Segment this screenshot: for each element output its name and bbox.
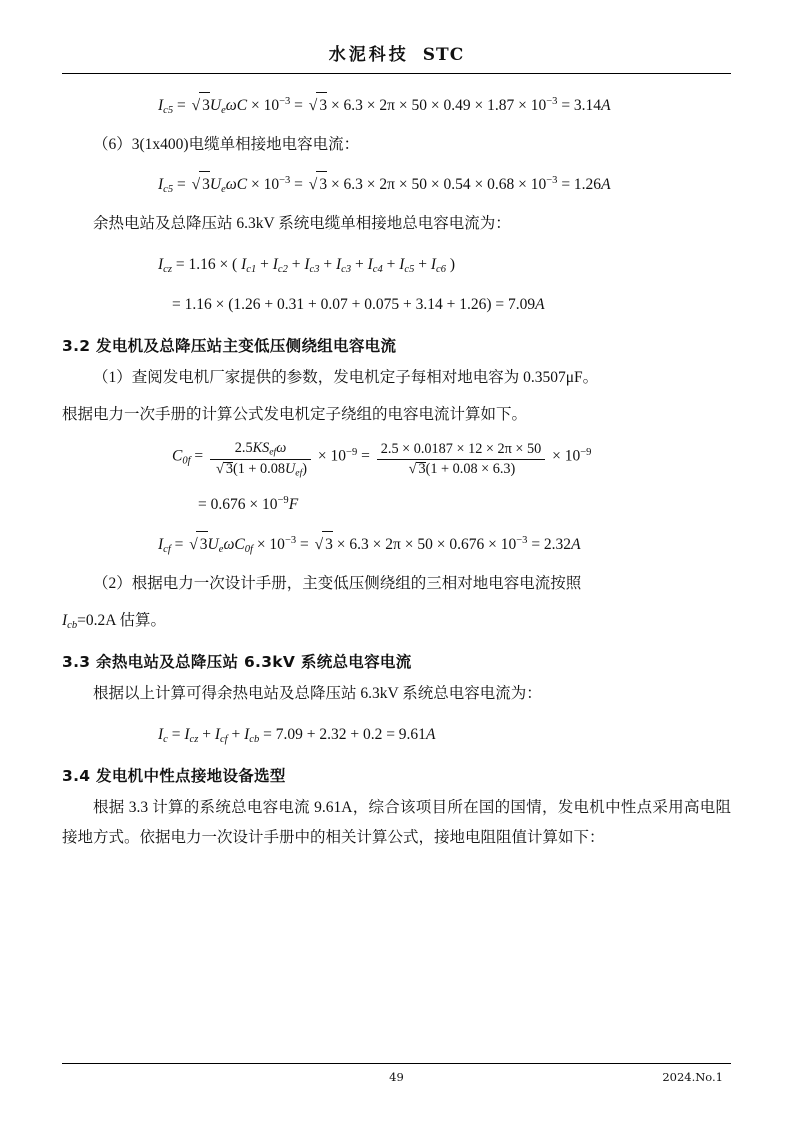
equation-icf: $I_{cf}$ = √ $3U_e\omega C_{0f} \times 10^{-3}$ = √ $3 \times 6.3 \times 2\pi \times 50 \times 0.676 \times 10^{-3} = 2.32A$ [62,529,731,560]
header-rule [62,73,731,74]
equation-c0f: $C_{0f}$ = $\frac{2.5KS_{ef}\omega}{√ 3(1 + 0.08U_{ef})}$ × $10^{-9}$ = $\frac{2.5 \times 0.0187 \times 12 \times 2\pi \times 50}{√ 3(1 + 0.08 \times 6.3)}$ × $10^{-9}$ [172,439,592,479]
footer-row [62,1070,731,1088]
journal-title-en: STC [422,45,465,65]
paragraph-3-2-2: （2）根据电力一次设计手册，主变低压侧绕组的三相对地电容电流按照 [93,574,582,592]
equation-ic-total: $I_c = I_{cz} + I_{cf} + I_{cb} = 7.09 + 2.32 + 0.2 = 9.61A$ [158,725,436,745]
equation-icz-sum: $I_{cz} = 1.16$ × ( $I_{c1} + I_{c2} + I_{c3} + I_{c3} + I_{c4} + I_{c5} + I_{c6}$ ) [158,255,456,275]
heading-3-4: 3.4 发电机中性点接地设备选型 [62,766,286,785]
equation-icz-value: = 1.16 × (1.26 + 0.31 + 0.07 + 0.075 + 3.14 + 1.26) = 7.09A [172,295,545,313]
page-content [62,40,731,860]
equation-c0f-result: = $0.676 \times 10^{-9}F$ [198,494,299,513]
page-number: 49 [389,1070,404,1084]
paragraph-3-2-2b [62,606,731,637]
heading-3-2: 3.2 发电机及总降压站主变低压侧绕组电容电流 [62,336,397,355]
paragraph-3-3: 根据以上计算可得余热电站及总降压站 6.3kV 系统总电容电流为： [93,685,542,703]
paragraph-3-4: 根据 3.3 计算的系统总电容电流 9.61A，综合该项目所在国的国情，发电机中性点采用高电阻接地方式。依据电力一次设计手册中的相关计算公式，接地电阻阻值计算如下： [62,798,731,846]
symbol-icb: $I_{cb}$ [62,611,78,631]
paragraph-item6: （6）3(1x400)电缆单相接地电容电流： [93,136,360,154]
running-header [62,40,731,73]
heading-3-3: 3.3 余热电站及总降压站 6.3kV 系统总电容电流 [62,653,412,672]
paragraph-total-cable-current: 余热电站及总降压站 6.3kV 系统电缆单相接地总电容电流为： [93,215,511,233]
page-footer [62,1063,731,1088]
issue-label: 2024.No.1 [662,1070,723,1084]
equation-ic5-a: $I_{c5}$ = √ $3U_e\omega C \times 10^{-3}$ = √ $3 \times 6.3 \times 2\pi \times 50 \times 0.49 \times 1.87 \times 10^{-3} = 3.14A$ [62,90,731,121]
journal-title-cn: 水泥科技 [328,45,409,65]
paragraph-3-2-1: （1）查阅发电机厂家提供的参数，发电机定子每相对地电容为 0.3507μF。 [93,368,599,386]
paragraph-3-2-2b-text: =0.2A 估算。 [77,611,166,629]
equation-ic5-b: $I_{c5}$ = √ $3U_e\omega C \times 10^{-3}$ = √ $3 \times 6.3 \times 2\pi \times 50 \times 0.54 \times 0.68 \times 10^{-3} = 1.26A$ [62,169,731,200]
paragraph-3-2-1b: 根据电力一次手册的计算公式发电机定子绕组的电容电流计算如下。 [62,405,528,423]
footer-rule [62,1063,731,1064]
